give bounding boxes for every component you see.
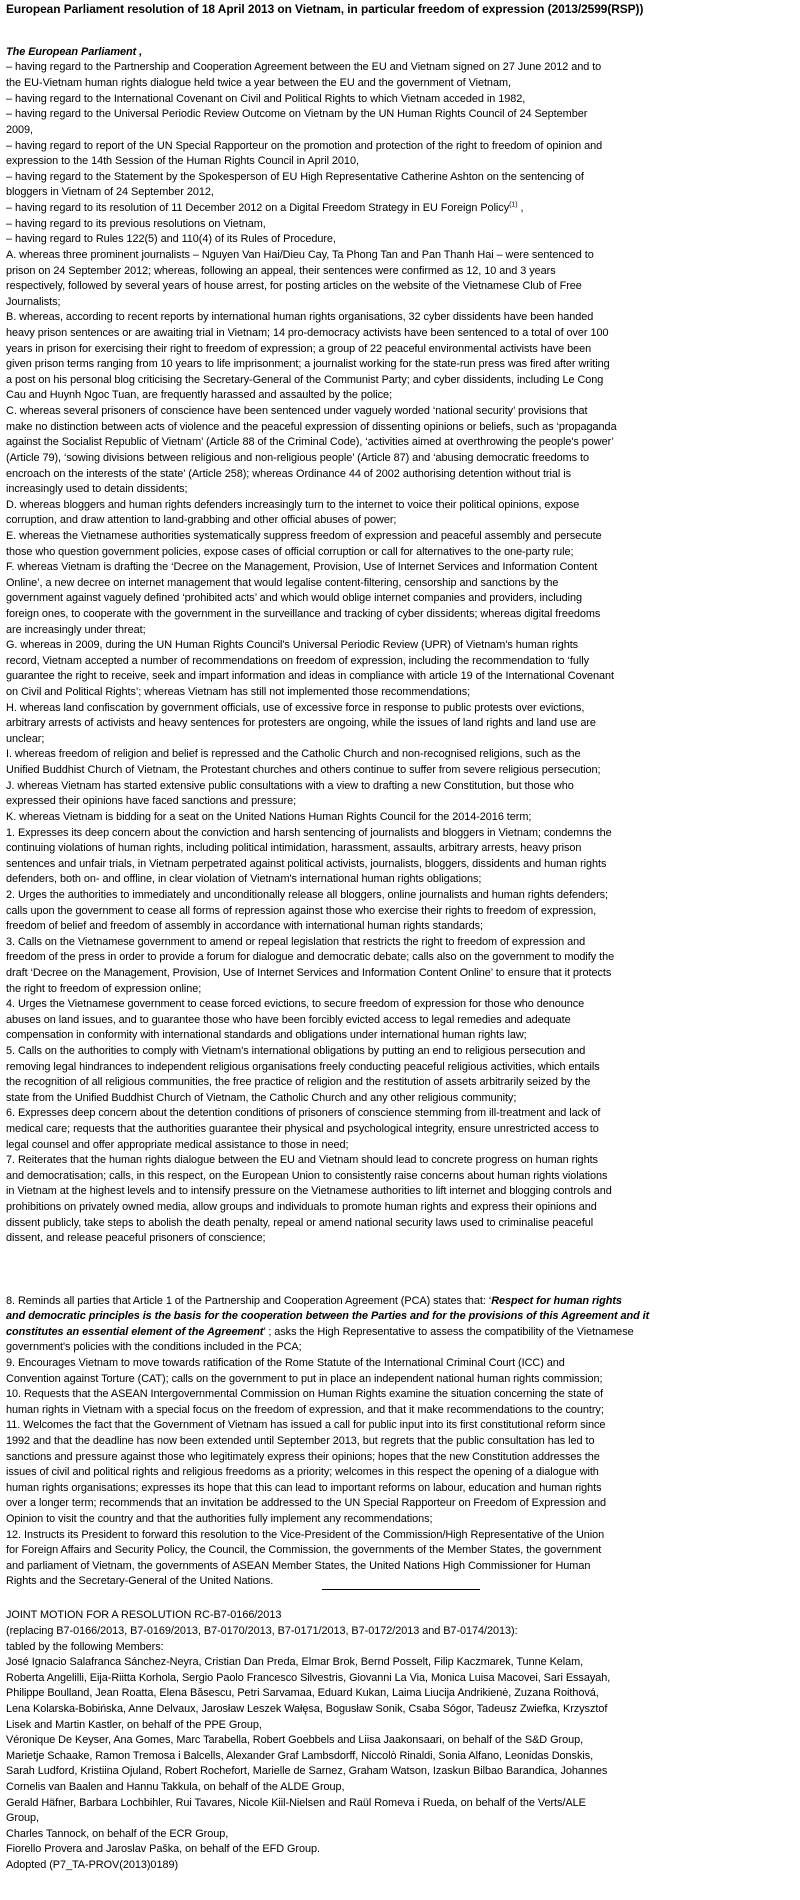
text-line: calls upon the government to cease all forms of repression against those who exercise their rights to freedom of expression, (6, 905, 597, 917)
text-line: compensation in conformity with international standards and obligations under international human rights law; (6, 1029, 527, 1041)
text-line: corruption, and draw attention to land-grabbing and other official abuses of power; (6, 514, 397, 526)
text-line: human rights in Vietnam with a special focus on the freedom of expression, and that it make recommendations to the country; (6, 1404, 604, 1416)
text-line: record, Vietnam accepted a number of recommendations on freedom of expression, including the recommendation to ‘fully (6, 655, 589, 667)
text-line: legal counsel and offer appropriate medical assistance to those in need; (6, 1139, 349, 1151)
text-line: 6. Expresses deep concern about the detention conditions of prisoners of conscience stemming from ill-treatment and lack of (6, 1107, 601, 1119)
text-line: increasingly used to detain dissidents; (6, 483, 188, 495)
motion-line: Marietje Schaake, Ramon Tremosa i Balcells, Alexander Graf Lambsdorff, Niccolò Rinaldi, Sonia Alfano, Leonidas Donskis, (6, 1750, 594, 1762)
text-line-with-footnote (6, 201, 523, 217)
text-line: I. whereas freedom of religion and belief is repressed and the Catholic Church and non-recognised religions, such as the (6, 748, 581, 760)
text-span: 8. Reminds all parties that Article 1 of the Partnership and Cooperation Agreement (PCA) states that: ‘ (6, 1295, 492, 1307)
motion-line: José Ignacio Salafranca Sánchez-Neyra, Cristian Dan Preda, Elmar Brok, Bernd Posselt, Filip Kaczmarek, Tunne Kelam, (6, 1656, 584, 1668)
text-line: continuing violations of human rights, including political intimidation, harassment, assaults, arbitrary arrests, heavy prison (6, 842, 582, 854)
text-line: Journalists; (6, 296, 61, 308)
text-line: issues of civil and political rights and religious freedoms as a priority; welcomes in this respect the opening of a dialogue with (6, 1466, 599, 1478)
motion-line: Fiorello Provera and Jaroslav Paška, on behalf of the EFD Group. (6, 1843, 321, 1855)
text-line: foreign ones, to cooperate with the government in the surveillance and tracking of cyber dissidents; whereas digital freedoms (6, 608, 601, 620)
text-line: E. whereas the Vietnamese authorities systematically suppress freedom of expression and peaceful assembly and persecute (6, 530, 602, 542)
text-line: dissent publicly, take steps to abolish the death penalty, repeal or amend national security laws used to criminalise peaceful (6, 1217, 594, 1229)
separator-rule (322, 1589, 480, 1590)
text-line: those who question government policies, expose cases of official corruption or call for alternatives to the one-party rule; (6, 546, 574, 558)
text-line: D. whereas bloggers and human rights defenders increasingly turn to the internet to voice their political opinions, expose (6, 499, 580, 511)
motion-line: Charles Tannock, on behalf of the ECR Group, (6, 1828, 229, 1840)
text-line: in Vietnam at the highest levels and to intensify pressure on the Vietnamese authorities to lift internet and blogging controls and (6, 1185, 612, 1197)
text-line: expressed their opinions have faced sanctions and pressure; (6, 795, 297, 807)
text-line: arbitrary arrests of activists and heavy sentences for protesters are ongoing, while the issues of land rights and land use are (6, 717, 596, 729)
text-line: F. whereas Vietnam is drafting the ‘Decree on the Management, Provision, Use of Internet Services and Information Content (6, 561, 598, 573)
quote-span: constitutes an essential element of the Agreement (6, 1326, 264, 1338)
text-line: expression to the 14th Session of the Human Rights Council in April 2010, (6, 155, 359, 167)
text-line: 5. Calls on the authorities to comply with Vietnam's international obligations by putting an end to religious persecution and (6, 1045, 586, 1057)
text-line: 12. Instructs its President to forward this resolution to the Vice-President of the Commission/High Representative of the Union (6, 1529, 605, 1541)
text-line: 3. Calls on the Vietnamese government to amend or repeal legislation that restricts the right to freedom of expression and (6, 936, 586, 948)
text-line: medical care; requests that the authorities guarantee their physical and psychological integrity, ensure unrestricted access to (6, 1123, 599, 1135)
text-line: government's policies with the conditions included in the PCA; (6, 1341, 302, 1353)
text-line: and parliament of Vietnam, the governments of ASEAN Member States, the United Nations High Commissioner for Human (6, 1560, 591, 1572)
text-line: Convention against Torture (CAT); calls on the government to put in place an independent national human rights commission; (6, 1373, 603, 1385)
adopted-reference: Adopted (P7_TA-PROV(2013)0189) (6, 1859, 179, 1871)
text-line: A. whereas three prominent journalists – Nguyen Van Hai/Dieu Cay, Ta Phong Tan and Pan Thanh Hai – were sentenced to (6, 249, 594, 261)
text-line: G. whereas in 2009, during the UN Human Rights Council's Universal Periodic Review (UPR) of Vietnam's human rights (6, 639, 579, 651)
text-line: on Civil and Political Rights’; whereas Vietnam has still not implemented those recommendations; (6, 686, 471, 698)
text-line: a post on his personal blog criticising the Secretary-General of the Communist Party; and cyber dissidents, including Le Cong (6, 374, 604, 386)
text-line: – having regard to the Partnership and Cooperation Agreement between the EU and Vietnam signed on 27 June 2012 and to (6, 61, 602, 73)
text-line: respectively, followed by several years of house arrest, for posting articles on the website of the Vietnamese Club of Free (6, 280, 582, 292)
text-line: freedom of the press in order to provide a forum for dialogue and democratic debate; calls also on the government to modify the (6, 951, 615, 963)
text-line-quote (6, 1325, 634, 1341)
motion-line: Lisek and Martin Kastler, on behalf of the PPE Group, (6, 1719, 262, 1731)
text-line: heavy prison sentences or are awaiting trial in Vietnam; 14 pro-democracy activists have been sentenced to a total of over 100 (6, 327, 609, 339)
text-line: dissent, and release peaceful prisoners of conscience; (6, 1232, 266, 1244)
text-line: freedom of belief and freedom of assembly in accordance with international human rights standards; (6, 920, 483, 932)
text-line: abuses on land issues, and to guarantee those who have been forcibly evicted access to legal remedies and adequate (6, 1014, 571, 1026)
text-line: Unified Buddhist Church of Vietnam, the Protestant churches and others continue to suffer from severe religious persecution; (6, 764, 601, 776)
text-line: prohibitions on privately owned media, allow groups and individuals to promote human rights and express their opinions and (6, 1201, 597, 1213)
text-line: B. whereas, according to recent reports by international human rights organisations, 32 cyber dissidents have been handed (6, 311, 594, 323)
text-line: – having regard to the Universal Periodic Review Outcome on Vietnam by the UN Human Rights Council of 24 September (6, 108, 588, 120)
text-line: guarantee the right to receive, seek and impart information and ideas in compliance with article 19 of the International Covenant (6, 670, 615, 682)
text-line: against the Socialist Republic of Vietnam’ (Article 88 of the Criminal Code), ‘activities aimed at overthrowing the people's power’ (6, 436, 614, 448)
text-line: 7. Reiterates that the human rights dialogue between the EU and Vietnam should lead to concrete progress on human rights (6, 1154, 598, 1166)
text-line: Opinion to visit the country and that the authorities fully implement any recommendations; (6, 1513, 433, 1525)
motion-line: tabled by the following Members: (6, 1641, 164, 1653)
text-line: (Article 79), ‘sowing divisions between religious and non-religious people’ (Article 87) and ‘abusing democratic freedoms to (6, 452, 590, 464)
text-span: , (517, 202, 524, 214)
text-line: – having regard to the Statement by the Spokesperson of EU High Representative Catherine Ashton on the sentencing of (6, 171, 584, 183)
motion-line: Véronique De Keyser, Ana Gomes, Marc Tarabella, Robert Goebbels and Liisa Jaakonsaari, on behalf of the S&D Group, (6, 1734, 584, 1746)
text-span: – having regard to its resolution of 11 December 2012 on a Digital Freedom Strategy in EU Foreign Policy (6, 202, 510, 214)
text-line: human rights organisations; expresses its hope that this can lead to important reforms on labour, education and human rights (6, 1482, 602, 1494)
text-line: the recognition of all religious communities, the free practice of religion and the restitution of assets arbitrarily seized by the (6, 1076, 591, 1088)
text-line: J. whereas Vietnam has started extensive public consultations with a view to drafting a new Constitution, but those who (6, 780, 574, 792)
resolution-heading: The European Parliament , (6, 46, 143, 58)
text-line-quote (6, 1294, 622, 1310)
text-line: government against vaguely defined ‘prohibited acts’ and which would oblige internet companies and providers, including (6, 592, 583, 604)
text-line: removing legal hindrances to independent religious organisations freely conducting peaceful religious activities, which entails (6, 1061, 600, 1073)
text-line: the EU-Vietnam human rights dialogue held twice a year between the EU and the government of Vietnam, (6, 77, 511, 89)
text-line: make no distinction between acts of violence and the peaceful expression of dissenting opinions or beliefs, such as ‘propaganda (6, 421, 617, 433)
text-line: defenders, both on- and offline, in clear violation of Vietnam's international human rights obligations; (6, 873, 482, 885)
text-line: given prison terms ranging from 10 years to life imprisonment; a journalist working for the state-run press was fired after writing (6, 358, 610, 370)
text-line: K. whereas Vietnam is bidding for a seat on the United Nations Human Rights Council for the 2014-2016 term; (6, 811, 532, 823)
text-line: 4. Urges the Vietnamese government to cease forced evictions, to secure freedom of expression for those who denounce (6, 998, 585, 1010)
text-line: Cau and Huynh Ngoc Tuan, are frequently harassed and assaulted by the police; (6, 389, 393, 401)
text-line: 1. Expresses its deep concern about the conviction and harsh sentencing of journalists and bloggers in Vietnam; condemns the (6, 827, 612, 839)
motion-line: Cornelis van Baalen and Hannu Takkula, on behalf of the ALDE Group, (6, 1781, 345, 1793)
text-line: Rights and the Secretary-General of the United Nations. (6, 1575, 274, 1587)
quote-span: Respect for human rights (491, 1295, 622, 1307)
text-line: – having regard to its previous resolutions on Vietnam, (6, 218, 266, 230)
quote-line: and democratic principles is the basis for the cooperation between the Parties and for the provisions of this Agreement and it (6, 1310, 650, 1322)
text-line: state from the Unified Buddhist Church of Vietnam, the Catholic Church and any other religious community; (6, 1092, 517, 1104)
text-line: are increasingly under threat; (6, 624, 146, 636)
text-line: years in prison for exercising their right to freedom of expression; a group of 22 peaceful environmental activists have been (6, 343, 592, 355)
text-line: 9. Encourages Vietnam to move towards ratification of the Rome Statute of the International Criminal Court (ICC) and (6, 1357, 565, 1369)
document-title: European Parliament resolution of 18 April 2013 on Vietnam, in particular freedom of expression (2013/2599(RSP)) (6, 2, 644, 16)
text-line: 10. Requests that the ASEAN Intergovernmental Commission on Human Rights examine the situation concerning the state of (6, 1388, 604, 1400)
motion-line: Group, (6, 1812, 39, 1824)
text-line: unclear; (6, 733, 45, 745)
text-line: Online’, a new decree on internet management that would legalise content-filtering, censorship and sanctions by the (6, 577, 559, 589)
text-line: the right to freedom of expression online; (6, 983, 202, 995)
motion-line: Philippe Boulland, Jean Roatta, Elena Băsescu, Petri Sarvamaa, Eduard Kukan, Laima Liucija Andrikienė, Zuzana Roithová, (6, 1687, 599, 1699)
text-line: 1992 and that the deadline has now been extended until September 2013, but regrets that the public consultation has led to (6, 1435, 595, 1447)
motion-line: Lena Kolarska-Bobińska, Anne Delvaux, Jarosław Leszek Wałęsa, Bogusław Sonik, Csaba Sógor, Tadeusz Zwiefka, Krzysztof (6, 1703, 608, 1715)
text-line: 2009, (6, 124, 34, 136)
text-line: 2. Urges the authorities to immediately and unconditionally release all bloggers, online journalists and human rights defenders; (6, 889, 609, 901)
motion-line: Sarah Ludford, Kristiina Ojuland, Robert Rochefort, Marielle de Sarnez, Graham Watson, Izaskun Bilbao Barandica, Johannes (6, 1765, 608, 1777)
motion-line: (replacing B7-0166/2013, B7-0169/2013, B7-0170/2013, B7-0171/2013, B7-0172/2013 and B7-0174/2013): (6, 1625, 518, 1637)
text-line: – having regard to Rules 122(5) and 110(4) of its Rules of Procedure, (6, 233, 336, 245)
text-line: and democratisation; calls, in this respect, on the European Union to consistently raise concerns about human rights violations (6, 1170, 608, 1182)
motion-heading: JOINT MOTION FOR A RESOLUTION RC-B7-0166/2013 (6, 1609, 282, 1621)
text-line: 11. Welcomes the fact that the Government of Vietnam has issued a call for public input into its first constitutional reform since (6, 1419, 606, 1431)
text-line: bloggers in Vietnam of 24 September 2012, (6, 186, 214, 198)
text-line: C. whereas several prisoners of conscience have been sentenced under vaguely worded ‘national security’ provisions that (6, 405, 588, 417)
text-line: – having regard to report of the UN Special Rapporteur on the promotion and protection of the right to freedom of opinion and (6, 140, 603, 152)
text-line: over a longer term; recommends that an invitation be addressed to the UN Special Rapporteur on Freedom of Expression and (6, 1497, 606, 1509)
text-line: sanctions and pressure against those who legitimately express their opinions; hopes that the new Constitution addresses the (6, 1451, 600, 1463)
text-span: ’ ; asks the High Representative to assess the compatibility of the Vietnamese (263, 1326, 634, 1338)
motion-line: Gerald Häfner, Barbara Lochbihler, Rui Tavares, Nicole Kiil-Nielsen and Raül Romeva i Rueda, on behalf of the Verts/ALE (6, 1797, 586, 1809)
footnote-marker: (1) (509, 201, 518, 209)
text-line: prison on 24 September 2012; whereas, following an appeal, their sentences were confirmed as 12, 10 and 3 years (6, 265, 556, 277)
motion-line: Roberta Angelilli, Eija-Riitta Korhola, Sergio Paolo Francesco Silvestris, Giovanni La Via, Monica Luisa Macovei, Sari Essayah, (6, 1672, 611, 1684)
text-line: sentences and unfair trials, in Vietnam perpetrated against political activists, journalists, bloggers, dissidents and human rights (6, 858, 607, 870)
text-line: H. whereas land confiscation by government officials, use of excessive force in response to public protests over evictions, (6, 702, 585, 714)
text-line: encroach on the interests of the state’ (Article 258); whereas Ordinance 44 of 2002 authorising detention without trial is (6, 468, 571, 480)
text-line: draft ‘Decree on the Management, Provision, Use of Internet Services and Information Content Online’ to ensure that it protects (6, 967, 612, 979)
text-line: for Foreign Affairs and Security Policy, the Council, the Commission, the governments of the Member States, the government (6, 1544, 602, 1556)
text-line: – having regard to the International Covenant on Civil and Political Rights to which Vietnam acceded in 1982, (6, 93, 526, 105)
